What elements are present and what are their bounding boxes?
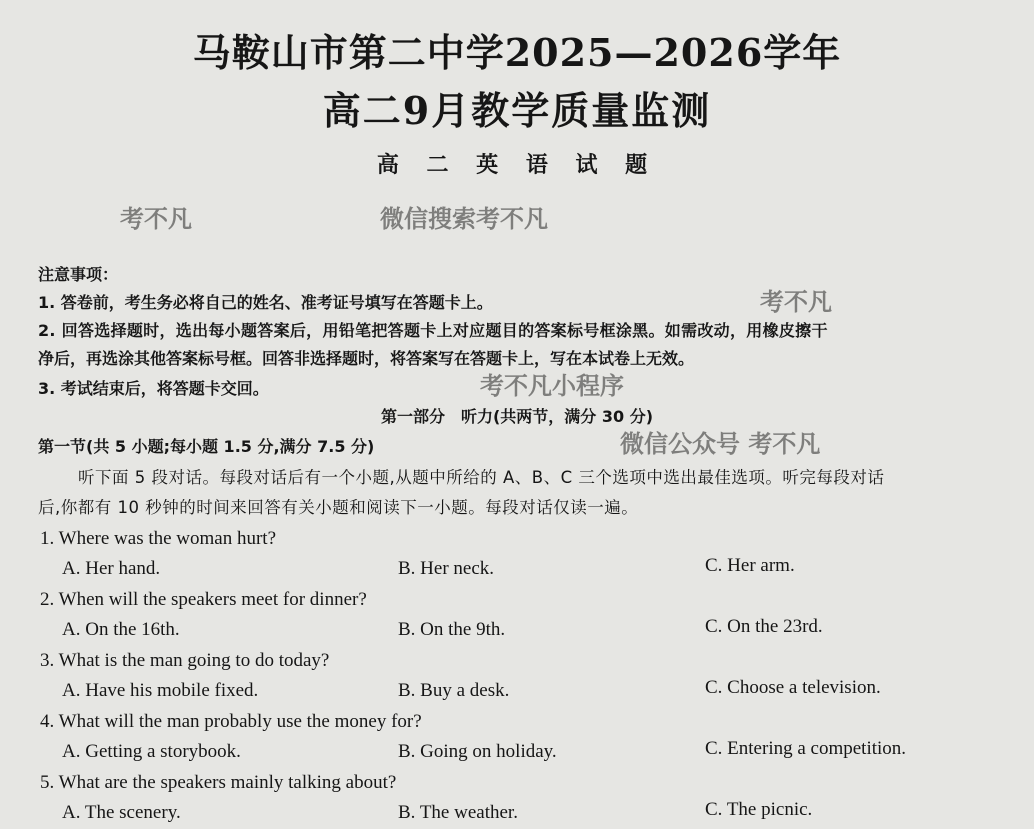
option-c: C. Entering a competition. <box>705 738 907 759</box>
watermark-text: 微信搜索考不凡 <box>380 205 548 233</box>
instructions-line: 后,你都有 10 秒钟的时间来回答有关小题和阅读下一小题。每段对话仅读一遍。 <box>38 498 639 517</box>
part-title: 第一部分 听力(共两节，满分 30 分) <box>380 407 654 426</box>
option-b: B. Buy a desk. <box>398 680 510 701</box>
note-item: 1. 答卷前，考生务必将自己的姓名、准考证号填写在答题卡上。 <box>38 293 493 312</box>
option-a: A. On the 16th. <box>62 619 180 640</box>
option-c: C. Choose a television. <box>705 677 881 698</box>
question-stem: 1. Where was the woman hurt? <box>40 528 277 549</box>
question-stem: 5. What are the speakers mainly talking about? <box>40 772 397 793</box>
title-line-2: 高二9月教学质量监测 <box>322 88 712 133</box>
option-b: B. The weather. <box>398 802 518 823</box>
subtitle: 高 二 英 语 试 题 <box>376 152 658 178</box>
option-b: B. Her neck. <box>398 558 495 579</box>
option-c: C. Her arm. <box>705 555 795 576</box>
option-b: B. Going on holiday. <box>398 741 557 762</box>
option-c: C. On the 23rd. <box>705 616 823 637</box>
option-a: A. Getting a storybook. <box>62 741 241 762</box>
option-a: A. Have his mobile fixed. <box>62 680 259 701</box>
instructions-line: 听下面 5 段对话。每段对话后有一个小题,从题中所给的 A、B、C 三个选项中选出最佳选项。听完每段对话 <box>78 468 885 487</box>
watermark-text: 考不凡 <box>760 288 832 316</box>
note-item: 净后，再选涂其他答案标号框。回答非选择题时，将答案写在答题卡上，写在本试卷上无效。 <box>38 349 695 368</box>
note-item: 2. 回答选择题时，选出每小题答案后，用铅笔把答题卡上对应题目的答案标号框涂黑。如需改动，用橡皮擦干 <box>38 321 828 340</box>
section-title: 第一节(共 5 小题;每小题 1.5 分,满分 7.5 分) <box>38 437 375 456</box>
watermark-text: 微信公众号 考不凡 <box>620 430 821 458</box>
question-stem: 3. What is the man going to do today? <box>40 650 330 671</box>
watermark-text: 考不凡 <box>120 205 192 233</box>
option-c: C. The picnic. <box>705 799 813 820</box>
notes-heading: 注意事项： <box>38 265 119 284</box>
title-line-1: 马鞍山市第二中学2025—2026学年 <box>192 30 842 75</box>
option-b: B. On the 9th. <box>398 619 506 640</box>
watermark-text: 考不凡小程序 <box>480 372 624 400</box>
option-a: A. Her hand. <box>62 558 161 579</box>
note-item: 3. 考试结束后，将答题卡交回。 <box>38 379 269 398</box>
option-a: A. The scenery. <box>62 802 181 823</box>
question-stem: 2. When will the speakers meet for dinner? <box>40 589 367 610</box>
question-stem: 4. What will the man probably use the money for? <box>40 711 422 732</box>
